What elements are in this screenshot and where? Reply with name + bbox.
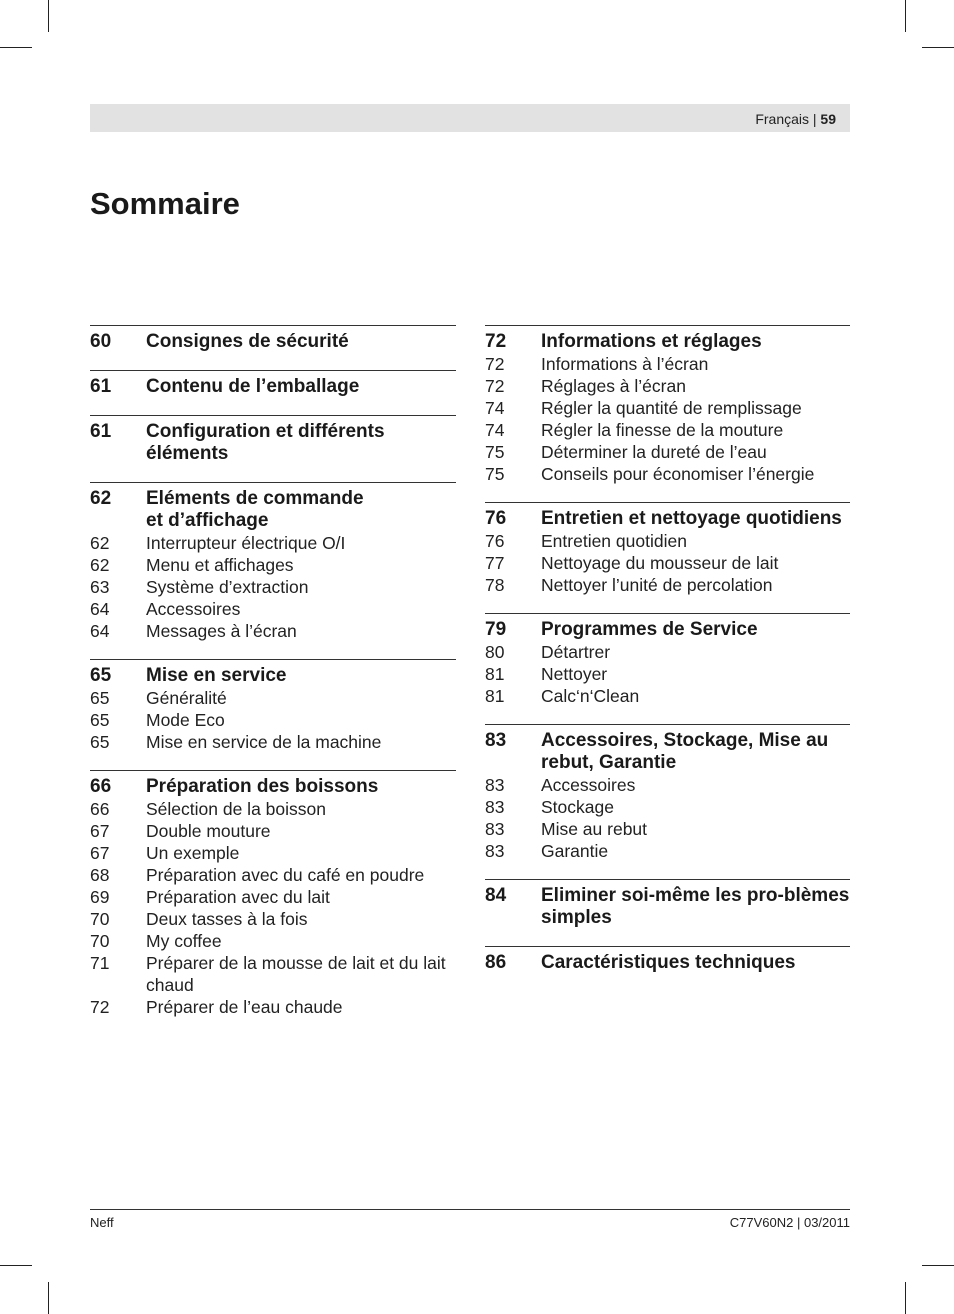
toc-section xyxy=(485,325,850,502)
toc-entry[interactable] xyxy=(485,441,850,463)
entry-title: Préparation avec du café en poudre xyxy=(146,865,425,885)
entry-page-number: 72 xyxy=(485,376,505,396)
toc-entry[interactable] xyxy=(90,996,456,1018)
entry-page-number: 69 xyxy=(90,887,110,907)
entry-page-number: 67 xyxy=(90,843,110,863)
entry-title: Détartrer xyxy=(541,642,611,662)
toc-entry[interactable] xyxy=(90,930,456,952)
section-title: Contenu de l’emballage xyxy=(146,376,360,397)
section-page-number: 60 xyxy=(90,331,112,352)
toc-entry[interactable] xyxy=(90,952,456,996)
entry-title: Nettoyer l’unité de percolation xyxy=(541,575,773,595)
toc-entry[interactable] xyxy=(485,840,850,862)
toc-section-heading[interactable] xyxy=(485,885,850,929)
entry-page-number: 83 xyxy=(485,819,505,839)
header-page-label xyxy=(755,111,836,127)
toc-entry[interactable] xyxy=(485,530,850,552)
section-page-number: 61 xyxy=(90,376,112,397)
toc-section xyxy=(90,659,456,770)
entry-page-number: 64 xyxy=(90,621,110,641)
toc-section xyxy=(485,946,850,991)
entry-title: Nettoyage du mousseur de lait xyxy=(541,553,779,573)
entry-page-number: 81 xyxy=(485,664,505,684)
toc-entry[interactable] xyxy=(90,598,456,620)
crop-mark xyxy=(0,47,32,48)
toc-section xyxy=(90,482,456,659)
entry-page-number: 62 xyxy=(90,533,110,553)
entry-page-number: 65 xyxy=(90,710,110,730)
section-page-number: 72 xyxy=(485,331,507,352)
toc-section xyxy=(485,502,850,613)
toc-entry[interactable] xyxy=(485,685,850,707)
section-page-number: 62 xyxy=(90,488,112,509)
section-page-number: 66 xyxy=(90,776,112,797)
toc-entry[interactable] xyxy=(90,576,456,598)
entry-title: Mode Eco xyxy=(146,710,225,730)
toc-section xyxy=(485,724,850,879)
toc-entry[interactable] xyxy=(485,574,850,596)
entry-title: Stockage xyxy=(541,797,614,817)
toc-section xyxy=(485,613,850,724)
entry-page-number: 77 xyxy=(485,553,505,573)
header-separator: | xyxy=(812,111,817,127)
crop-mark xyxy=(48,1282,49,1314)
toc-entry[interactable] xyxy=(90,798,456,820)
section-page-number: 65 xyxy=(90,665,112,686)
crop-mark xyxy=(922,1265,954,1266)
entry-page-number: 76 xyxy=(485,531,505,551)
crop-mark xyxy=(0,1265,32,1266)
entry-title: Préparation avec du lait xyxy=(146,887,330,907)
entry-page-number: 75 xyxy=(485,442,505,462)
entry-page-number: 72 xyxy=(90,997,110,1017)
toc-section-heading[interactable] xyxy=(90,665,456,687)
toc-entry[interactable] xyxy=(485,818,850,840)
crop-mark xyxy=(922,47,954,48)
entry-title: Régler la quantité de remplissage xyxy=(541,398,802,418)
section-title: Configuration et différents éléments xyxy=(146,421,385,464)
toc-section-heading[interactable] xyxy=(90,421,456,465)
entry-page-number: 63 xyxy=(90,577,110,597)
entry-title: Deux tasses à la fois xyxy=(146,909,308,929)
entry-page-number: 65 xyxy=(90,688,110,708)
entry-title: Interrupteur électrique O/I xyxy=(146,533,346,553)
crop-mark xyxy=(905,0,906,32)
section-title: Accessoires, Stockage, Mise au rebut, Garantie xyxy=(541,730,829,773)
section-page-number: 86 xyxy=(485,952,507,973)
entry-title: Mise au rebut xyxy=(541,819,648,839)
entry-page-number: 74 xyxy=(485,420,505,440)
toc-entry[interactable] xyxy=(485,774,850,796)
section-page-number: 61 xyxy=(90,421,112,442)
entry-page-number: 70 xyxy=(90,909,110,929)
entry-page-number: 74 xyxy=(485,398,505,418)
entry-title: Réglages à l’écran xyxy=(541,376,686,396)
toc-section xyxy=(90,770,456,1035)
toc-section-heading[interactable] xyxy=(485,952,850,974)
entry-title: Sélection de la boisson xyxy=(146,799,326,819)
toc-section-heading[interactable] xyxy=(485,331,850,353)
header-bar xyxy=(90,104,850,132)
toc-entry[interactable] xyxy=(485,353,850,375)
entry-title: Accessoires xyxy=(146,599,241,619)
toc-entry[interactable] xyxy=(90,709,456,731)
toc-entry[interactable] xyxy=(90,864,456,886)
entry-page-number: 66 xyxy=(90,799,110,819)
section-title: Programmes de Service xyxy=(541,619,758,640)
entry-page-number: 81 xyxy=(485,686,505,706)
footer-brand: Neff xyxy=(90,1215,114,1230)
toc-entry[interactable] xyxy=(90,820,456,842)
entry-title: Calc‘n‘Clean xyxy=(541,686,640,706)
toc-entry[interactable] xyxy=(90,532,456,554)
crop-mark xyxy=(905,1282,906,1314)
toc-entry[interactable] xyxy=(90,687,456,709)
toc-right-column xyxy=(485,325,850,991)
section-page-number: 83 xyxy=(485,730,507,751)
section-title: Eliminer soi-même les pro-blèmes simples xyxy=(541,885,850,928)
toc-entry[interactable] xyxy=(485,375,850,397)
section-title: Eléments de commande et d’affichage xyxy=(146,488,364,531)
entry-title: Nettoyer xyxy=(541,664,608,684)
entry-title: Système d’extraction xyxy=(146,577,309,597)
entry-title: Préparer de l’eau chaude xyxy=(146,997,343,1017)
footer-model-date: C77V60N2 | 03/2011 xyxy=(729,1215,850,1230)
entry-title: Double mouture xyxy=(146,821,271,841)
entry-page-number: 67 xyxy=(90,821,110,841)
header-language: Français xyxy=(755,111,809,127)
toc-entry[interactable] xyxy=(485,397,850,419)
toc-section-heading[interactable] xyxy=(90,376,456,398)
footer-divider xyxy=(90,1209,850,1210)
toc-section-heading[interactable] xyxy=(485,508,850,530)
toc-left-column xyxy=(90,325,456,1035)
entry-page-number: 70 xyxy=(90,931,110,951)
toc-section-heading[interactable] xyxy=(90,331,456,353)
toc-entry[interactable] xyxy=(90,554,456,576)
entry-title: Généralité xyxy=(146,688,227,708)
toc-entry[interactable] xyxy=(485,663,850,685)
entry-page-number: 83 xyxy=(485,775,505,795)
entry-page-number: 80 xyxy=(485,642,505,662)
entry-page-number: 72 xyxy=(485,354,505,374)
section-title: Consignes de sécurité xyxy=(146,331,349,352)
section-title: Mise en service xyxy=(146,665,287,686)
entry-title: Accessoires xyxy=(541,775,636,795)
toc-entry[interactable] xyxy=(90,731,456,753)
entry-title: My coffee xyxy=(146,931,222,951)
entry-page-number: 68 xyxy=(90,865,110,885)
entry-title: Un exemple xyxy=(146,843,240,863)
section-title: Entretien et nettoyage quotidiens xyxy=(541,508,842,529)
entry-page-number: 65 xyxy=(90,732,110,752)
entry-title: Messages à l’écran xyxy=(146,621,297,641)
entry-title: Entretien quotidien xyxy=(541,531,687,551)
entry-title: Conseils pour économiser l’énergie xyxy=(541,464,815,484)
toc-section-heading[interactable] xyxy=(485,619,850,641)
entry-title: Menu et affichages xyxy=(146,555,294,575)
toc-entry[interactable] xyxy=(90,620,456,642)
entry-page-number: 62 xyxy=(90,555,110,575)
page-title: Sommaire xyxy=(90,186,240,221)
entry-title: Régler la finesse de la mouture xyxy=(541,420,784,440)
entry-page-number: 83 xyxy=(485,841,505,861)
entry-page-number: 71 xyxy=(90,953,110,973)
toc-section xyxy=(485,879,850,946)
entry-title: Informations à l’écran xyxy=(541,354,709,374)
section-title: Caractéristiques techniques xyxy=(541,952,796,973)
section-page-number: 76 xyxy=(485,508,507,529)
toc-section-heading[interactable] xyxy=(485,730,850,774)
entry-title: Préparer de la mousse de lait et du lait chaud xyxy=(146,953,446,995)
toc-section-heading[interactable] xyxy=(90,776,456,798)
toc-entry[interactable] xyxy=(485,796,850,818)
entry-page-number: 64 xyxy=(90,599,110,619)
toc-entry[interactable] xyxy=(485,552,850,574)
entry-page-number: 75 xyxy=(485,464,505,484)
toc-entry[interactable] xyxy=(485,641,850,663)
header-page-number: 59 xyxy=(820,111,836,127)
section-title: Préparation des boissons xyxy=(146,776,379,797)
toc-section xyxy=(90,415,456,482)
entry-title: Garantie xyxy=(541,841,609,861)
toc-section-heading[interactable] xyxy=(90,488,456,532)
entry-page-number: 83 xyxy=(485,797,505,817)
crop-mark xyxy=(48,0,49,32)
toc-entry[interactable] xyxy=(90,886,456,908)
section-page-number: 84 xyxy=(485,885,507,906)
entry-title: Déterminer la dureté de l’eau xyxy=(541,442,767,462)
entry-title: Mise en service de la machine xyxy=(146,732,382,752)
toc-entry[interactable] xyxy=(485,419,850,441)
section-page-number: 79 xyxy=(485,619,507,640)
toc-entry[interactable] xyxy=(485,463,850,485)
toc-entry[interactable] xyxy=(90,842,456,864)
toc-section xyxy=(90,370,456,415)
entry-page-number: 78 xyxy=(485,575,505,595)
section-title: Informations et réglages xyxy=(541,331,762,352)
toc-section xyxy=(90,325,456,370)
toc-entry[interactable] xyxy=(90,908,456,930)
